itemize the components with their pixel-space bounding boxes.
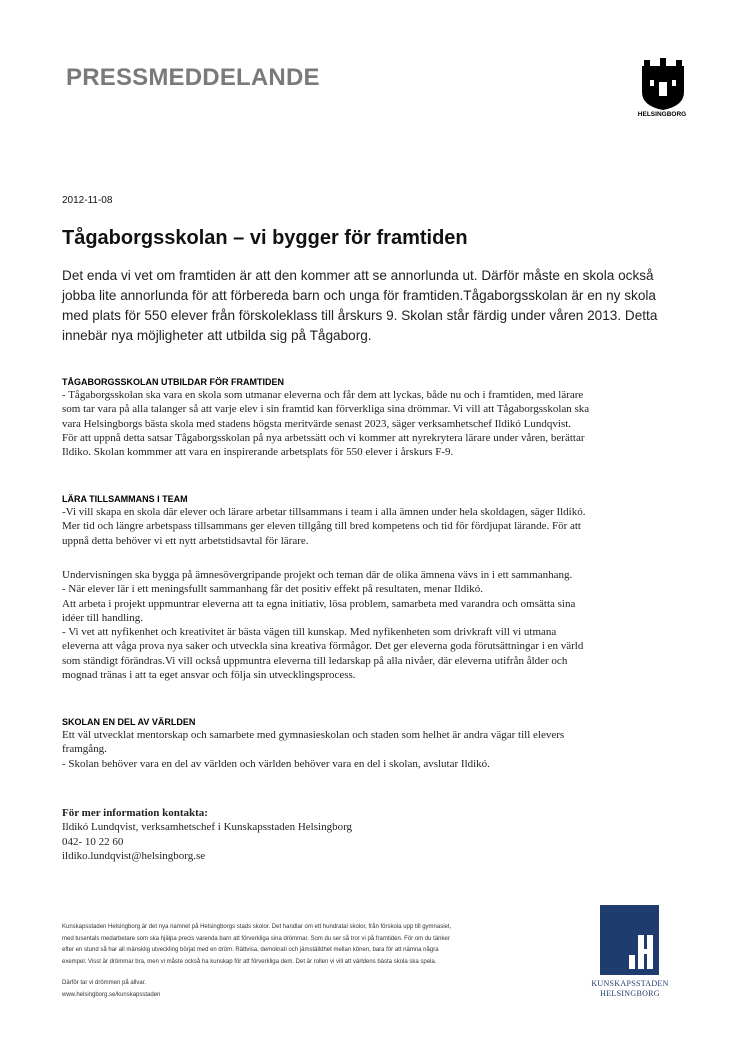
body-line: mognad tränas i att ta eget ansvar och följa sin utvecklingsprocess. bbox=[62, 669, 356, 682]
kunskapsstaden-line2: HELSINGBORG bbox=[600, 989, 660, 998]
footer-line: exempel. Visst är drömmar bra, men vi måste också ha kunskap för att förverkliga dem. Det är rollen vi vill att världens bästa skola ska spela. bbox=[62, 958, 437, 965]
contact-phone: 042- 10 22 60 bbox=[62, 835, 124, 848]
section-body bbox=[62, 505, 585, 548]
section-body bbox=[62, 388, 589, 459]
body-line: uppnå detta behöver vi ett nytt arbetstidsavtal för lärare. bbox=[62, 534, 309, 547]
body-line: - När elever lär i ett meningsfullt sammanhang får det positiv effekt på resultaten, menar Ildikó. bbox=[62, 583, 484, 596]
section-body bbox=[62, 728, 564, 771]
contact-block bbox=[62, 806, 352, 863]
kunskapsstaden-logo bbox=[600, 905, 659, 975]
body-line: -Vi vill skapa en skola där elever och lärare arbetar tillsammans i team i alla ämnen under hela skoldagen, säger Ildikó. bbox=[62, 506, 586, 518]
crest-label: HELSINGBORG bbox=[637, 111, 687, 118]
lead-paragraph bbox=[62, 266, 692, 346]
body-line: Ett väl utvecklat mentorskap och samarbete med gymnasieskolan och staden som helhet är andra vägar till elevers bbox=[62, 729, 565, 741]
body-line: - Tågaborgsskolan ska vara en skola som utmanar eleverna och får dem att lyckas, både nu och i framtiden, med lärare bbox=[62, 389, 584, 401]
footer-description bbox=[62, 922, 562, 968]
body-line: Undervisningen ska bygga på ämnesövergripande projekt och teman där de olika ämnena vävs in i ett sammanhang. bbox=[62, 569, 573, 581]
footer-tagline: Därför tar vi drömmen på allvar. bbox=[62, 980, 147, 986]
body-line: Att arbeta i projekt uppmuntrar eleverna att ta egna initiativ, lösa problem, samarbeta med varandra och omsätta sina bbox=[62, 597, 576, 610]
body-line: idéer till handling. bbox=[62, 611, 143, 624]
contact-email[interactable]: ildiko.lundqvist@helsingborg.se bbox=[62, 849, 206, 862]
section-heading: LÄRA TILLSAMMANS I TEAM bbox=[62, 494, 188, 504]
contact-name: Ildikó Lundqvist, verksamhetschef i Kunskapsstaden Helsingborg bbox=[62, 821, 353, 834]
kunskapsstaden-line1: KUNSKAPSSTADEN bbox=[591, 979, 669, 988]
footer-line: med tusentals medarbetare som ska hjälpa precis varenda barn att förverkliga sina drömmar. Som du ser så tror vi på framtiden. För om du tänker bbox=[62, 935, 450, 942]
body-line: vara Helsingborgs bästa skola med stadens högsta meritvärde senast 2023, säger verksamhetschef Ildikó Lundqvist. bbox=[62, 417, 572, 430]
footer-url[interactable]: www.helsingborg.se/kunskapsstaden bbox=[62, 992, 161, 998]
lead-line: med plats för 550 elever från förskoleklass till årskurs 9. Skolan står färdig under våren 2013. Detta bbox=[62, 308, 658, 323]
body-line: - Vi vet att nyfikenhet och kreativitet är bästa vägen till kunskap. Med nyfikenheten som drivkraft vill vi utmana bbox=[62, 626, 557, 639]
page-title: PRESSMEDDELANDE bbox=[66, 64, 320, 91]
footer-line: Kunskapsstaden Helsingborg är det nya namnet på Helsingborgs stads skolor. Det handlar om ett hundratal skolor, från förskola upp till gymnasiet, bbox=[62, 924, 452, 930]
body-line: För att uppnå detta satsar Tågaborgsskolan på nya arbetssätt och vi kommer att nyrekrytera lärare under våren, berättar bbox=[62, 431, 585, 444]
contact-heading: För mer information kontakta: bbox=[62, 807, 208, 819]
lead-line: jobba lite annorlunda för att förbereda barn och unga för framtiden.Tågaborgsskolan är en ny skola bbox=[62, 288, 656, 303]
body-line: eleverna att våga prova nya saker och utveckla sina kreativa förmågor. Det ger eleverna goda förutsättningar i en värld bbox=[62, 640, 584, 653]
kunskapsstaden-h-icon bbox=[600, 905, 659, 975]
section-heading: TÅGABORGSSKOLAN UTBILDAR FÖR FRAMTIDEN bbox=[62, 377, 284, 387]
body-line: Mer tid och längre arbetspass tillsammans ger eleven tillgång till bred kompetens och tid för fördjupat lärande. För att bbox=[62, 520, 581, 533]
footer-line: efter en stund så har all mänsklig utveckling börjat med en dröm. Rättvisa, demokrati och jämställdhet mellan könen, bara för att nämna några bbox=[62, 947, 439, 953]
kunskapsstaden-label bbox=[586, 979, 674, 999]
body-line: - Skolan behöver vara en del av världen och världen behöver vara en del i skolan, avslutar Ildikó. bbox=[62, 757, 490, 770]
lead-line: Det enda vi vet om framtiden är att den kommer att se annorlunda ut. Därför måste en skola också bbox=[62, 268, 654, 283]
body-line: som ständigt förändras.Vi vill också uppmuntra eleverna till ledarskap på alla nivåer, där eleverna utifrån ålder och bbox=[62, 654, 568, 667]
press-date: 2012-11-08 bbox=[62, 195, 113, 206]
body-line: framgång. bbox=[62, 743, 107, 756]
headline: Tågaborgsskolan – vi bygger för framtiden bbox=[62, 227, 468, 249]
section-body bbox=[62, 568, 583, 682]
section-heading: SKOLAN EN DEL AV VÄRLDEN bbox=[62, 717, 196, 727]
body-line: som tar vara på alla talanger så att varje elev i sin framtid kan förverkliga sina drömmar. Vi vill att Tågaborgsskolan ska bbox=[62, 403, 590, 416]
body-line: Ildiko. Skolan kommmer att vara en inspirerande arbetsplats för 550 elever i årskurs F-9. bbox=[62, 446, 454, 459]
lead-line: innebär nya möjligheter att utbilda sig på Tågaborg. bbox=[62, 328, 372, 343]
